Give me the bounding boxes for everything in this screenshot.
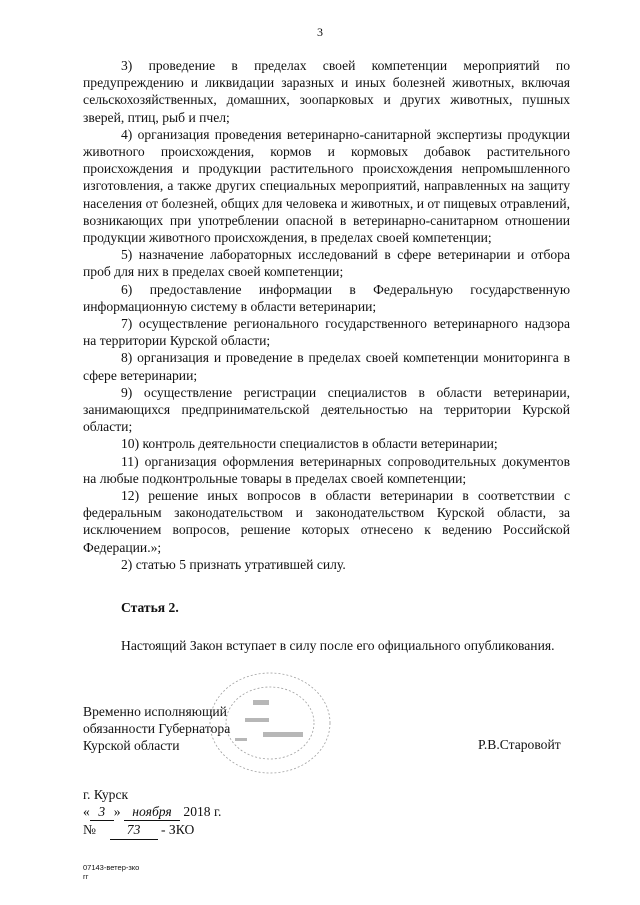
number-prefix: № — [83, 822, 96, 838]
signatory-title-line1: Временно исполняющий — [83, 704, 227, 719]
list-item: 7) осуществление регионального государственного ветеринарного надзора на территории Курской области; — [83, 316, 570, 349]
date-month: ноября — [124, 803, 180, 821]
place-date-block — [83, 786, 221, 840]
footer-code — [83, 863, 139, 881]
city: г. Курск — [83, 787, 129, 802]
list-item: 12) решение иных вопросов в области ветеринарии в соответствии с федеральным законодательством и законодательством Курской области, за исключением вопросов, решение которых отнесено к ведению Российской Федерации.»; — [83, 488, 570, 555]
list-item: 10) контроль деятельности специалистов в области ветеринарии; — [121, 436, 498, 452]
article-text: Настоящий Закон вступает в силу после его официального опубликования. — [121, 638, 555, 653]
list-item: 4) организация проведения ветеринарно-санитарной экспертизы продукции животного происхождения, кормов и кормовых добавок растительного происхождения и продукции растительного происхождения непромышленного изготовления, а также других специальных мероприятий, направленных на защиту населения от болезней, общих для человека и животных, и от пищевых отравлений, возникающих при употреблении опасной в ветеринарно-санитарном отношении продукции животного происхождения, в пределах своей компетенции; — [83, 126, 570, 246]
list-item: 9) осуществление регистрации специалистов в области ветеринарии, занимающихся предпринимательской деятельностью на территории Курской области; — [83, 384, 570, 435]
list-item: 6) предоставление информации в Федеральную государственную информационную систему в области ветеринарии; — [83, 281, 570, 314]
list-item: 11) организация оформления ветеринарных сопроводительных документов на любые подконтрольные товары в пределах своей компетенции; — [83, 453, 570, 486]
page-number: 3 — [317, 25, 323, 39]
signatory-name: Р.В.Старовойт — [478, 737, 561, 752]
list-item: 8) организация и проведение в пределах своей компетенции мониторинга в сфере ветеринарии; — [83, 350, 570, 383]
date-year: 2018 г. — [183, 804, 222, 820]
law-number: 73 — [110, 821, 158, 839]
law-number-line — [83, 821, 221, 839]
amendment-list — [83, 57, 570, 573]
number-suffix: - ЗКО — [160, 822, 195, 838]
footer-code-line1: 07143-ветер-зко — [83, 863, 140, 872]
signatory-title-line2: обязанности Губернатора — [83, 721, 231, 737]
signature-block — [83, 703, 230, 755]
date-line: « 3 » ноября 2018 г. — [83, 803, 221, 821]
signatory-title-line3: Курской области — [83, 738, 180, 754]
list-item: 5) назначение лабораторных исследований в сфере ветеринарии и отбора проб для них в пределах своей компетенции; — [83, 247, 570, 280]
footer-code-line2: гг — [83, 872, 89, 881]
list-item: 3) проведение в пределах своей компетенции мероприятий по предупреждению и ликвидации заразных и иных болезней животных, включая сельскохозяйственных, домашних, зоопарковых и других животных, пушных зверей, птиц, рыб и пчел; — [83, 58, 570, 125]
list-item: 2) статью 5 признать утратившей силу. — [121, 556, 346, 572]
article-title: Статья 2. — [121, 600, 179, 615]
date-day: 3 — [90, 803, 114, 821]
